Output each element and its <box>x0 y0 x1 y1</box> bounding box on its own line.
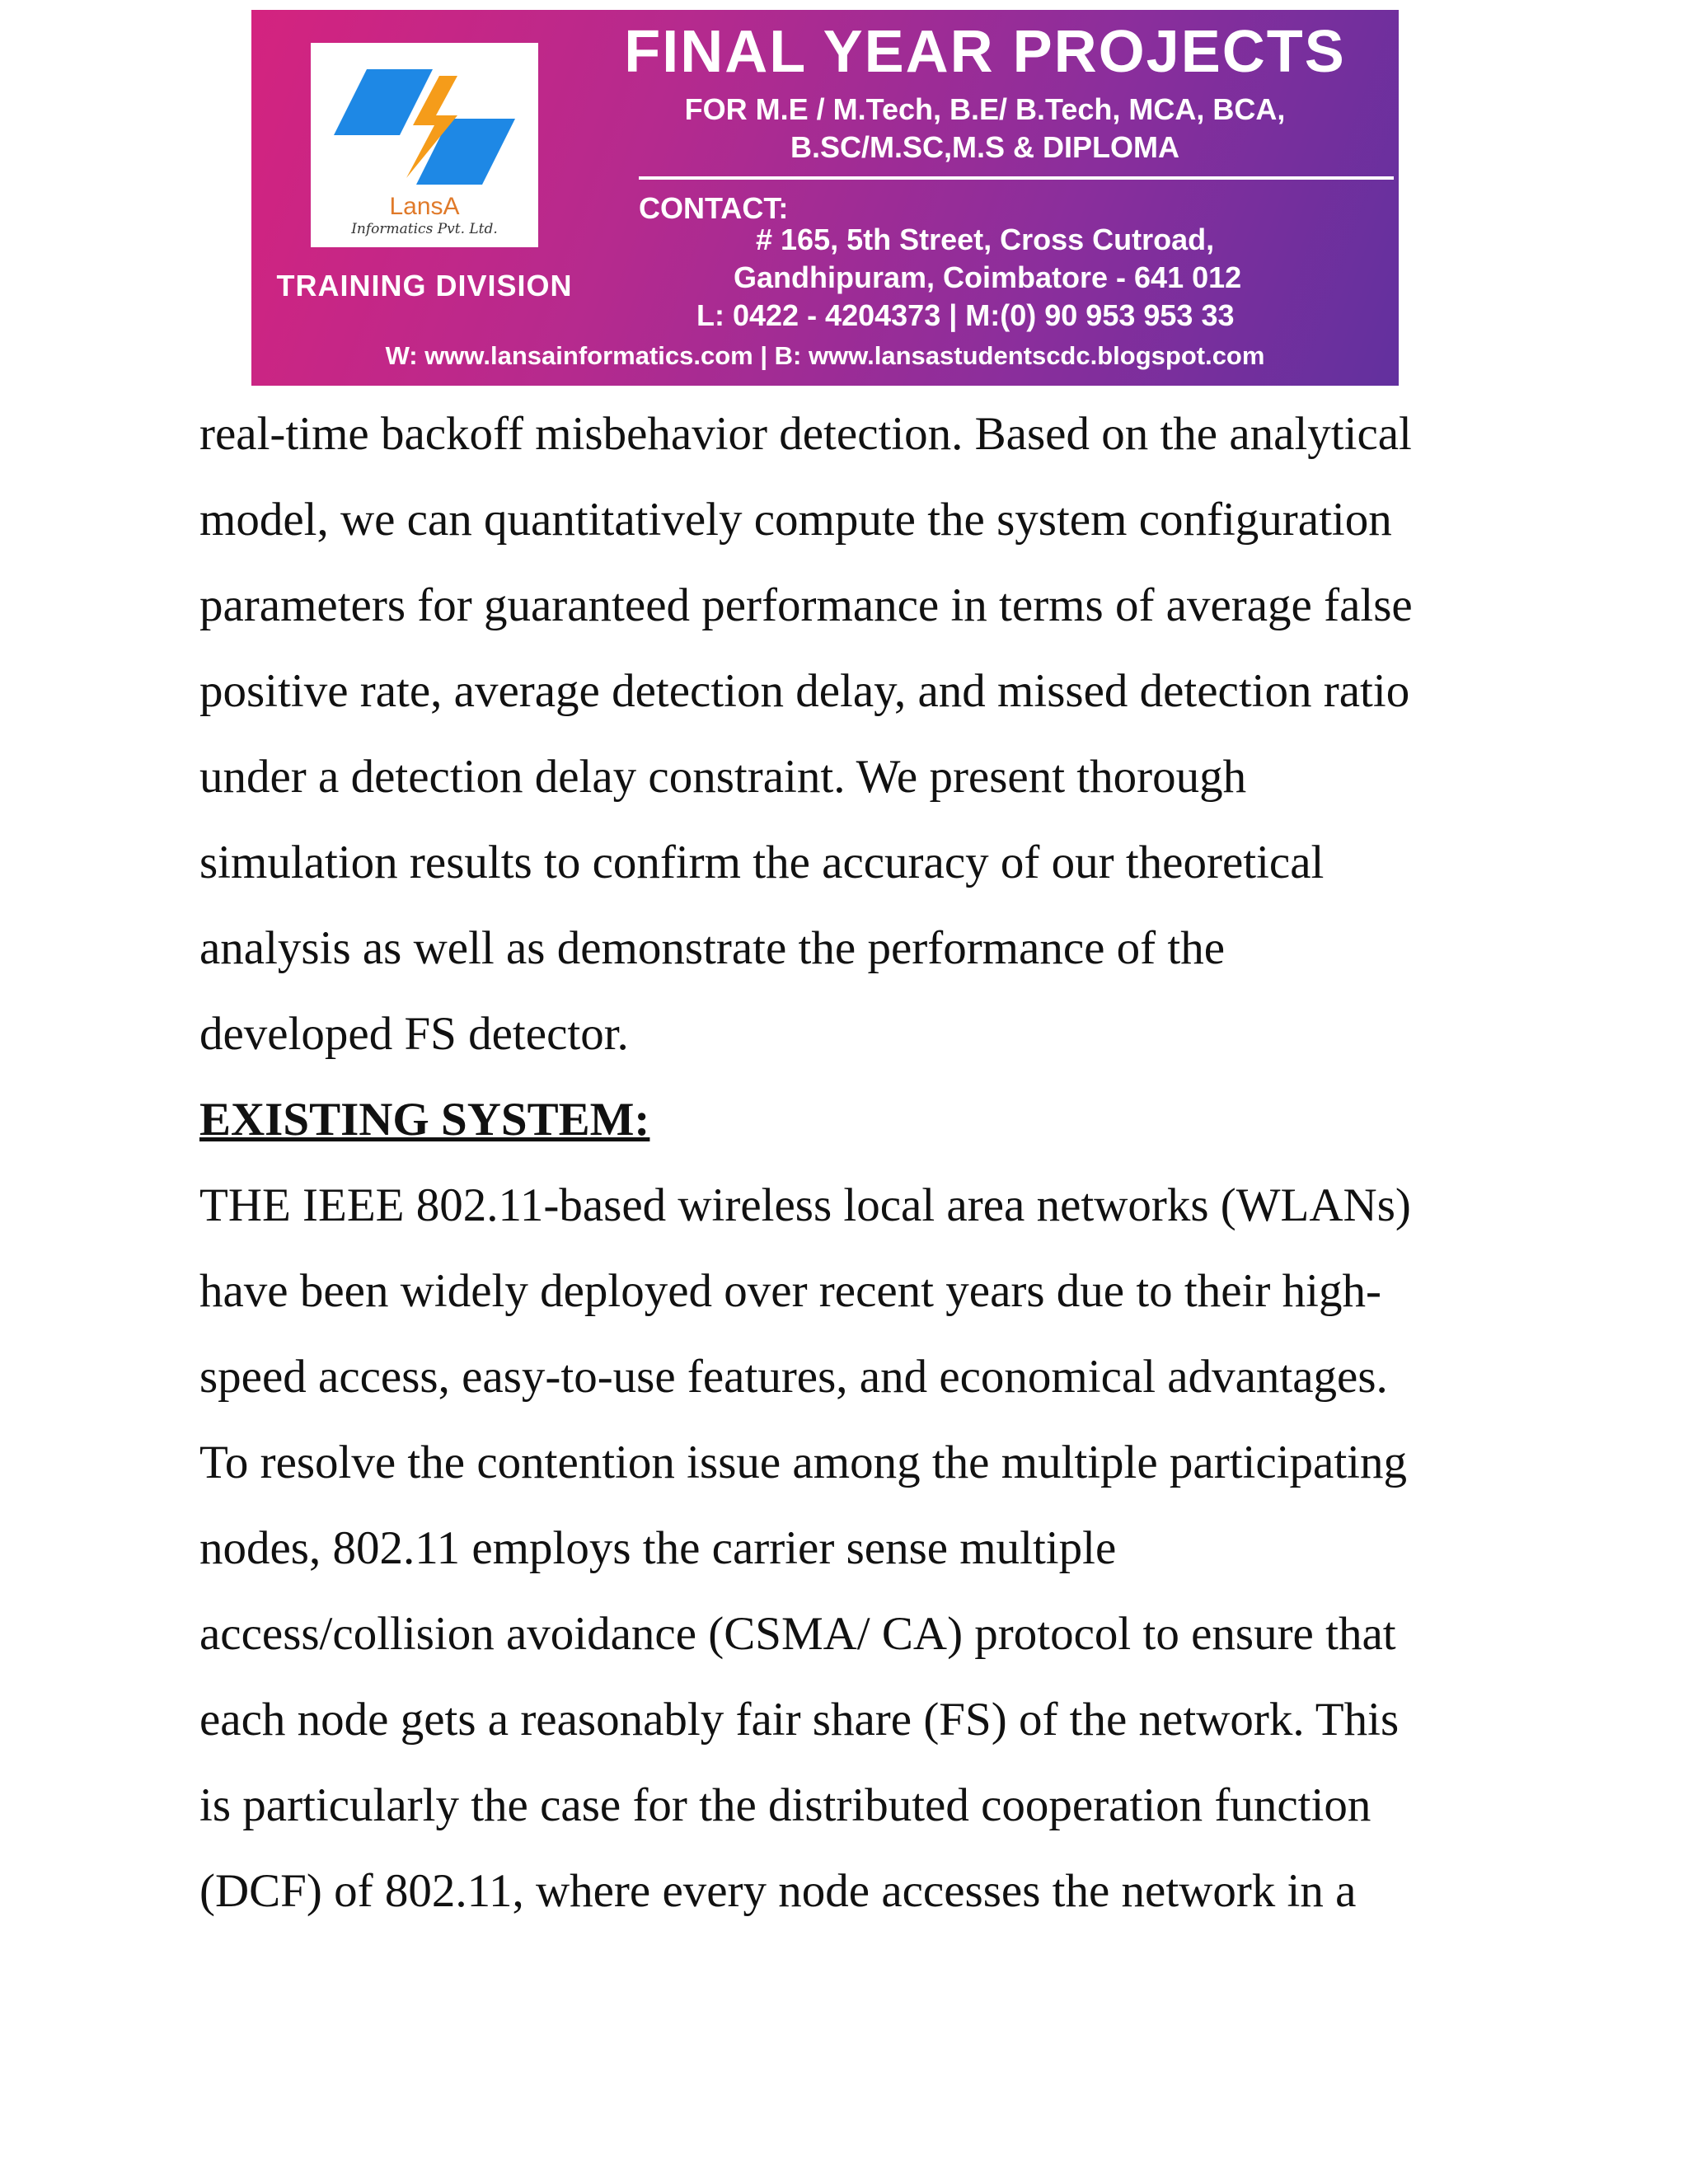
courses-line-1: FOR M.E / M.Tech, B.E/ B.Tech, MCA, BCA, <box>684 92 1286 126</box>
training-division-label: TRAINING DIVISION <box>276 269 573 302</box>
lansa-logo-icon <box>334 61 515 193</box>
phone-line: L: 0422 - 4204373 | M:(0) 90 953 953 33 <box>696 298 1235 332</box>
logo-subtitle: Informatics Pvt. Ltd. <box>351 221 498 237</box>
contact-label: CONTACT: <box>639 191 789 225</box>
document-body <box>199 391 1489 1934</box>
paragraph-existing-system: THE IEEE 802.11-based wireless local area networks (WLANs) have been widely deployed over recent years due to their high- speed access, easy-to-use features, and economical advantages. To resolve the contention issue among the multiple participating nodes, 802.11 employs the carrier sense multiple access/collision avoidance (CSMA/ CA) protocol to ensure that each node gets a reasonably fair share (FS) of the network. This is particularly the case for the distributed cooperation function (DCF) of 802.11, where every node accesses the network in a <box>199 1179 1411 1917</box>
section-heading-existing-system: EXISTING SYSTEM: <box>199 1094 650 1146</box>
website-line: W: www.lansainformatics.com | B: www.lansastudentscdc.blogspot.com <box>385 341 1265 370</box>
company-logo <box>311 43 538 247</box>
banner-divider <box>639 176 1394 180</box>
courses-line-2: B.SC/M.SC,M.S & DIPLOMA <box>790 130 1179 164</box>
logo-name: LansA <box>389 193 460 220</box>
banner-headline: FINAL YEAR PROJECTS <box>624 19 1346 85</box>
paragraph-abstract-continued: real-time backoff misbehavior detection. Based on the analytical model, we can quantitatively compute the system configuration parameters for guaranteed performance in terms of average false positive rate, average detection delay, and missed detection ratio under a detection delay constraint. We present thorough simulation results to confirm the accuracy of our theoretical analysis as well as demonstrate the performance of the developed FS detector. <box>199 408 1413 1060</box>
address-line-1: # 165, 5th Street, Cross Cutroad, <box>756 223 1215 256</box>
advertisement-banner <box>251 10 1399 386</box>
address-line-2: Gandhipuram, Coimbatore - 641 012 <box>734 260 1242 294</box>
